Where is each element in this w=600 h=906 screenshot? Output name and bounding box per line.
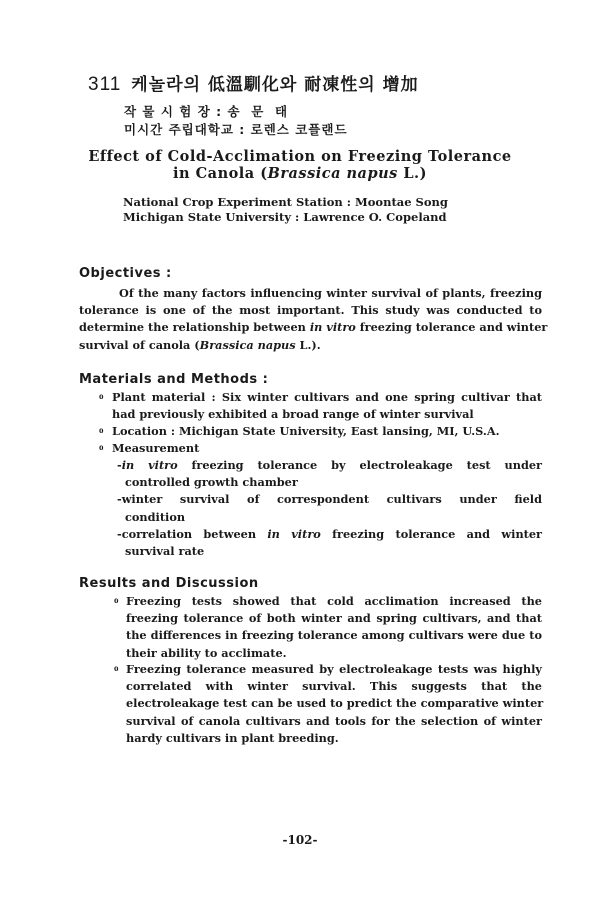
bullet-icon: o: [99, 425, 104, 435]
methods-subitems: [117, 457, 542, 560]
objectives-line: Of the many factors influencing winter survival of plants, freezing: [119, 286, 542, 300]
results-bullet-1: [126, 593, 542, 662]
results-line: hardy cultivars in plant breeding.: [126, 730, 339, 745]
english-title-line-2: [0, 165, 600, 182]
results-line: electroleakage test can be used to predict the comparative winter: [126, 696, 544, 711]
subitem-line: survival rate: [125, 544, 205, 559]
methods-line: Plant material : Six winter cultivars and one spring cultivar that: [112, 390, 542, 404]
methods-line: Measurement: [112, 441, 200, 455]
abstract-number: 311: [88, 74, 122, 95]
methods-line: Location : Michigan State University, East lansing, MI, U.S.A.: [112, 424, 500, 438]
subitem-line: -in vitro freezing tolerance by electroleakage test under: [117, 458, 542, 472]
results-line: Freezing tolerance measured by electroleakage tests was highly: [126, 662, 542, 676]
english-title-suffix: L.): [397, 165, 427, 182]
affiliation-1: National Crop Experiment Station : Moontae Song: [123, 195, 448, 209]
english-title-species: Brassica napus: [267, 165, 398, 182]
korean-title: [88, 70, 419, 96]
objectives-heading: Objectives :: [79, 266, 172, 281]
bullet-icon: o: [99, 442, 104, 452]
bullet-icon: o: [99, 391, 104, 401]
methods-heading: Materials and Methods :: [79, 372, 269, 387]
results-line: their ability to acclimate.: [126, 645, 287, 660]
results-bullet-2: [126, 661, 542, 747]
methods-bullet-location: [112, 423, 542, 440]
subitem-line: -winter survival of correspondent cultivars under field: [117, 492, 542, 507]
bullet-icon: o: [114, 663, 119, 673]
subitem-line: controlled growth chamber: [125, 475, 298, 490]
results-line: the differences in freezing tolerance among cultivars were due to: [126, 628, 542, 643]
affiliation-2: Michigan State University : Lawrence O. Copeland: [123, 210, 447, 224]
methods-bullet-plant-material: [112, 389, 542, 423]
korean-affiliation-line: 미시간 주립대학교 : 로렌스 코플랜드: [124, 122, 348, 137]
english-title-line-1: Effect of Cold-Acclimation on Freezing Tolerance: [88, 148, 512, 165]
results-heading: Results and Discussion: [79, 576, 259, 591]
methods-line: had previously exhibited a broad range of winter survival: [112, 407, 474, 422]
methods-bullet-measurement: [112, 440, 542, 457]
korean-author-line: 작 물 시 험 장 : 송 문 태: [124, 104, 289, 119]
objectives-line: survival of canola (Brassica napus L.).: [79, 337, 321, 352]
bullet-icon: o: [114, 595, 119, 605]
objectives-line: determine the relationship between in vitro freezing tolerance and winter: [79, 320, 548, 335]
results-line: correlated with winter survival. This suggests that the: [126, 679, 542, 694]
objectives-line: tolerance is one of the most important. This study was conducted to: [79, 303, 542, 318]
subitem-line: condition: [125, 509, 186, 524]
korean-title-text: 케놀라의 低溫馴化와 耐凍性의 增加: [131, 75, 419, 95]
objectives-paragraph: [79, 285, 548, 354]
page-number: -102-: [282, 833, 318, 847]
results-line: survival of canola cultivars and tools for the selection of winter: [126, 713, 542, 728]
results-line: freezing tolerance of both winter and spring cultivars, and that: [126, 611, 542, 626]
subitem-line: -correlation between in vitro freezing tolerance and winter: [117, 526, 543, 541]
english-title-prefix: in Canola (: [173, 165, 268, 182]
results-line: Freezing tests showed that cold acclimation increased the: [126, 594, 542, 608]
